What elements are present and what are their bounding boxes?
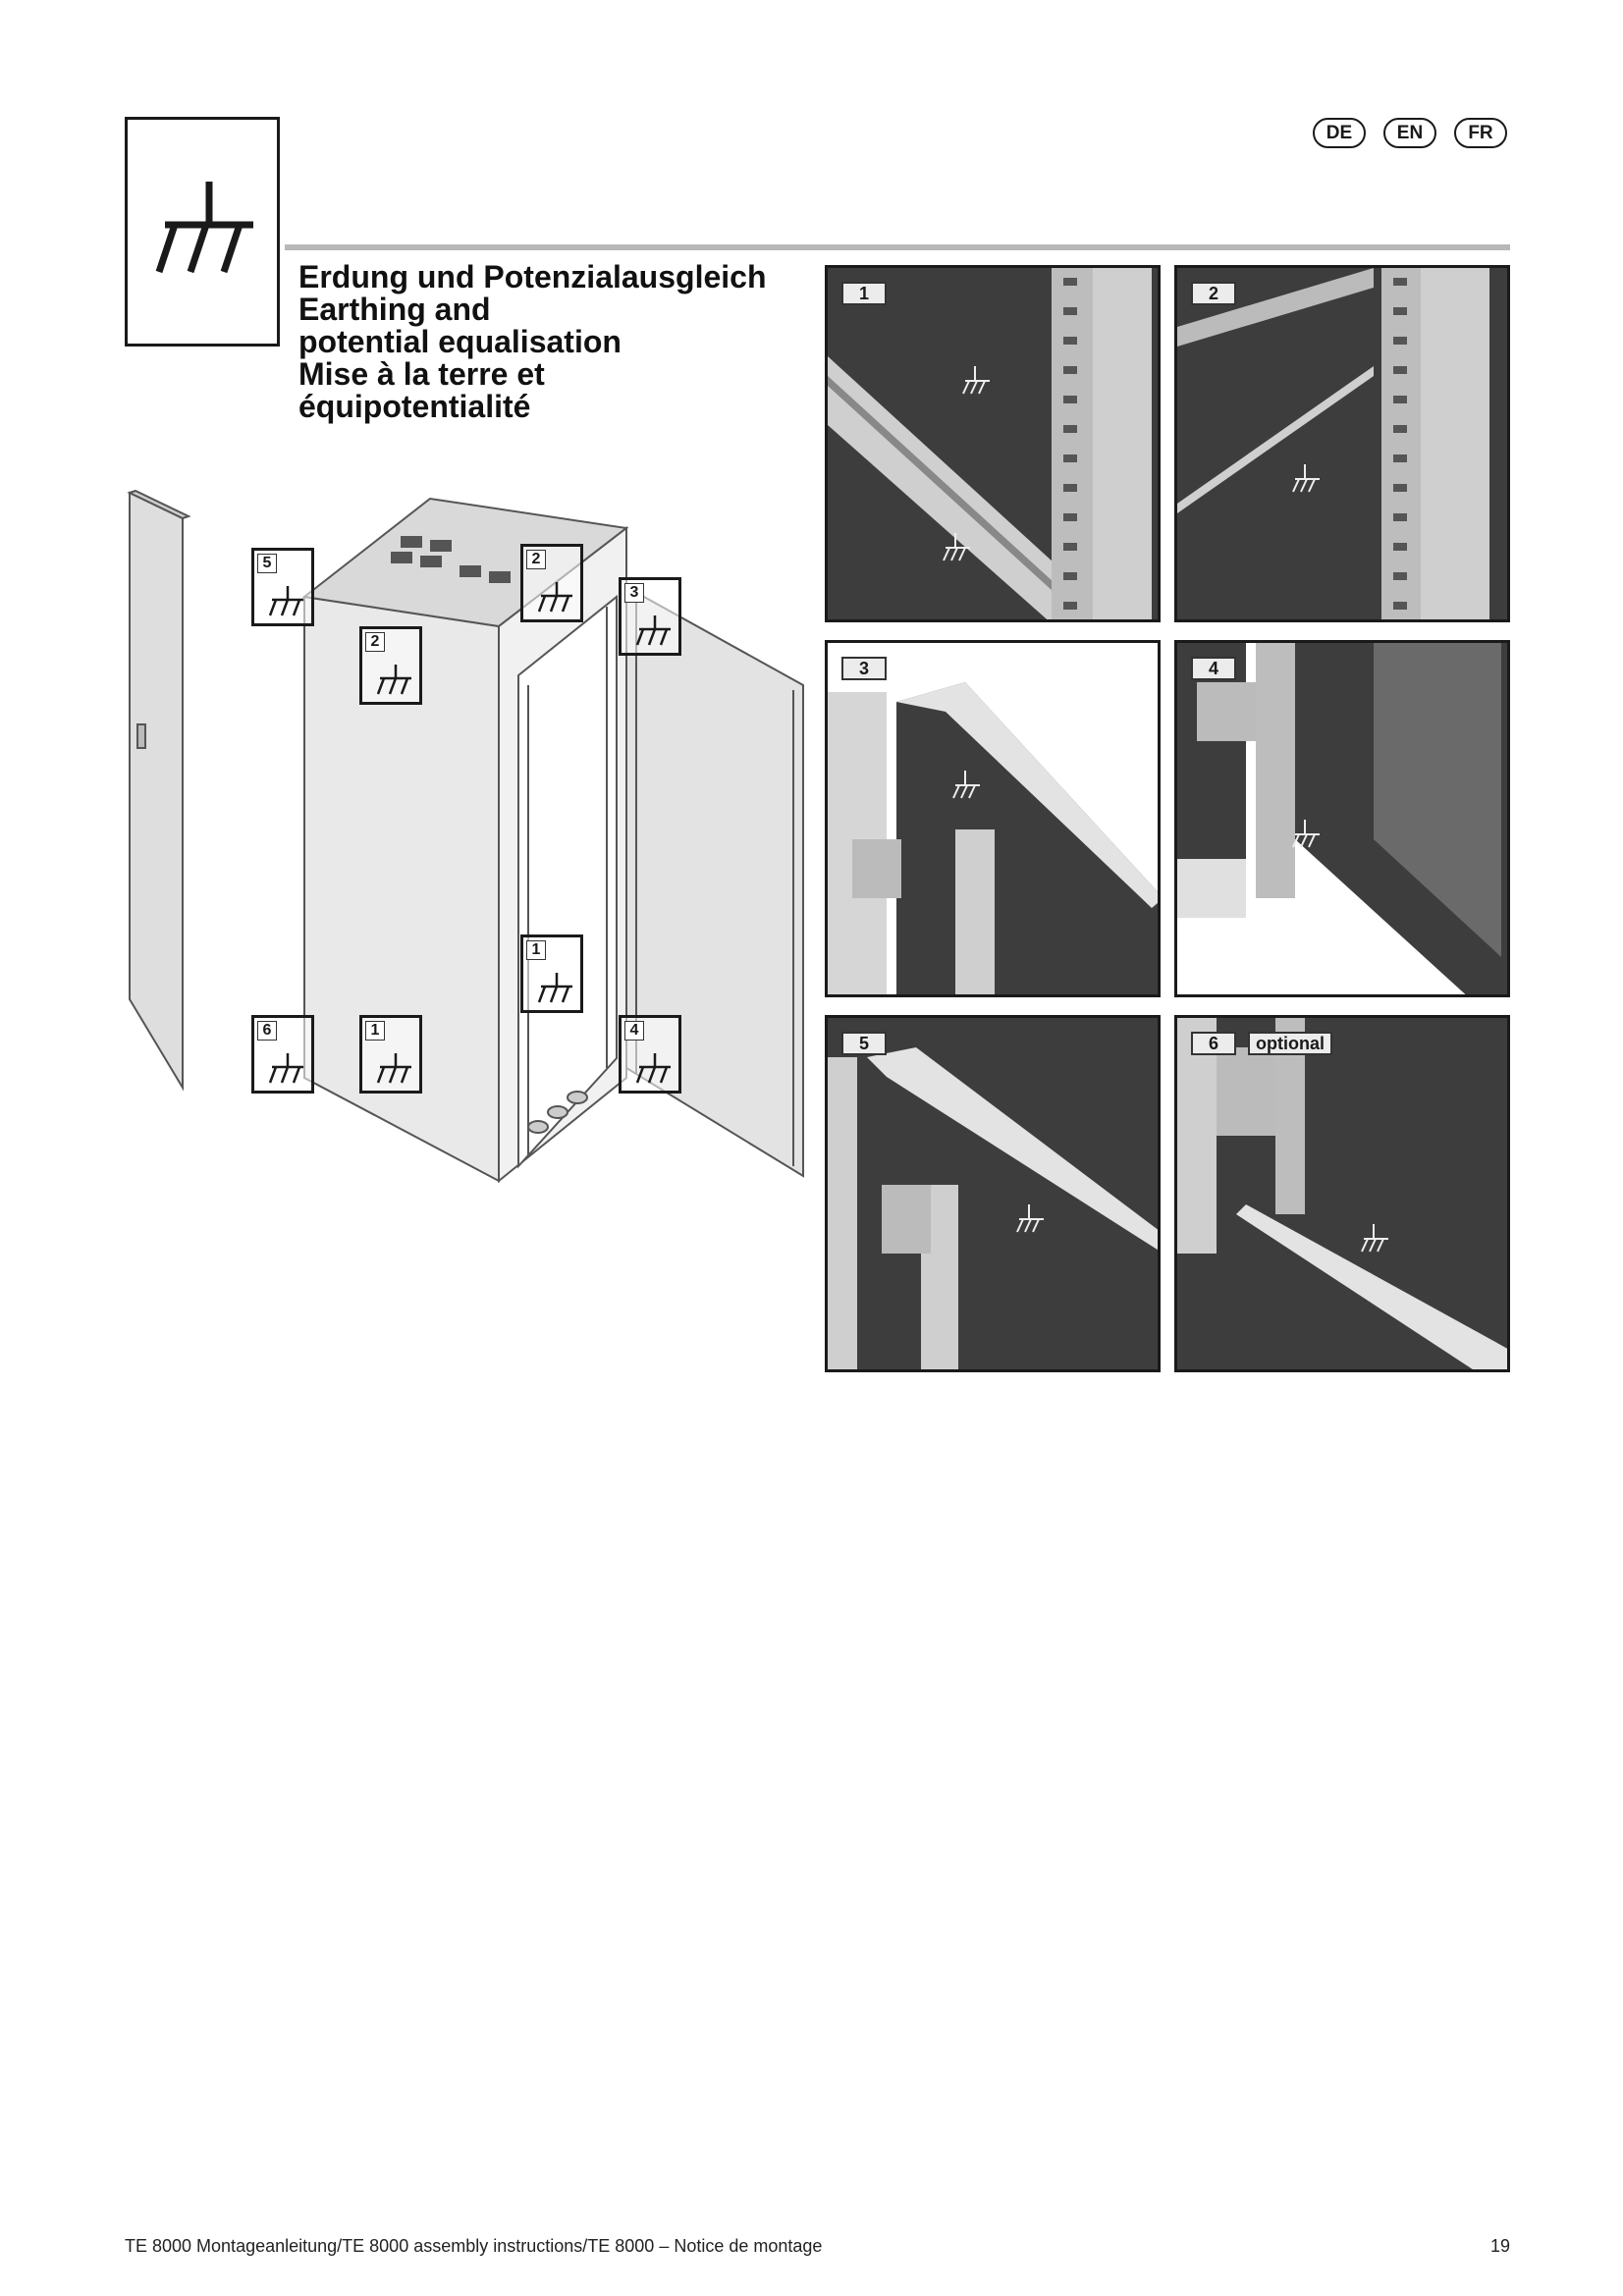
title-line-de: Erdung und Potenzialausgleich [298,259,767,294]
detail-photo-6-illustration [1177,1018,1510,1372]
cabinet-illustration [126,489,813,1215]
page-title [298,261,809,423]
detail-photo-label: 4 [1191,657,1236,680]
detail-photo-5-illustration [828,1018,1161,1372]
earth-ground-icon [631,614,675,649]
header-rule [285,244,1510,250]
earth-ground-icon [264,1051,307,1087]
callout-2-side[interactable] [359,626,422,705]
detail-photo-2 [1174,265,1510,622]
callout-3-door-hinge[interactable] [619,577,681,656]
earth-ground-icon [264,584,307,619]
detail-photo-label: 1 [841,282,887,305]
callout-number: 4 [624,1021,644,1041]
callout-4-door-bottom[interactable] [619,1015,681,1094]
detail-photo-1 [825,265,1161,622]
language-badge-de[interactable]: DE [1313,118,1366,148]
callout-number: 6 [257,1021,277,1041]
title-line-en-1: Earthing and [298,292,491,327]
title-line-en-2: potential equalisation [298,324,622,359]
callout-number: 3 [624,583,644,603]
earth-ground-icon [533,971,576,1006]
detail-photo-label: 5 [841,1032,887,1055]
earth-ground-icon [145,174,263,282]
page-number: 19 [1489,2236,1510,2256]
earth-ground-icon [631,1051,675,1087]
detail-photo-label: 2 [1191,282,1236,305]
title-line-fr-2: équipotentialité [298,389,531,424]
detail-photo-label: 6 [1191,1032,1236,1055]
earth-ground-icon [372,663,415,698]
callout-number: 1 [526,940,546,960]
callout-number: 2 [365,632,385,652]
detail-photo-3-illustration [828,643,1161,997]
callout-6-bottom[interactable] [251,1015,314,1094]
detail-photo-2-illustration [1177,268,1510,622]
optional-tag: optional [1248,1032,1332,1055]
detail-photo-4 [1174,640,1510,997]
callout-number: 1 [365,1021,385,1041]
earth-ground-icon [372,1051,415,1087]
detail-photo-5 [825,1015,1161,1372]
earth-ground-symbol-box [125,117,280,347]
footer-document-title: TE 8000 Montageanleitung/TE 8000 assembly instructions/TE 8000 – Notice de montage [125,2236,823,2256]
title-line-fr-1: Mise à la terre et [298,356,545,392]
callout-number: 5 [257,554,277,573]
callout-2-roof[interactable] [520,544,583,622]
language-badge-en[interactable]: EN [1383,118,1436,148]
language-badge-fr[interactable]: FR [1454,118,1507,148]
cabinet-overview-drawing [126,489,813,1215]
detail-photo-3 [825,640,1161,997]
detail-photo-1-illustration [828,268,1161,622]
callout-1-side-bottom[interactable] [359,1015,422,1094]
detail-photo-6 [1174,1015,1510,1372]
earth-ground-icon [533,580,576,615]
callout-5-top[interactable] [251,548,314,626]
callout-number: 2 [526,550,546,569]
detail-photo-label: 3 [841,657,887,680]
detail-photo-4-illustration [1177,643,1510,997]
callout-1-frame[interactable] [520,934,583,1013]
